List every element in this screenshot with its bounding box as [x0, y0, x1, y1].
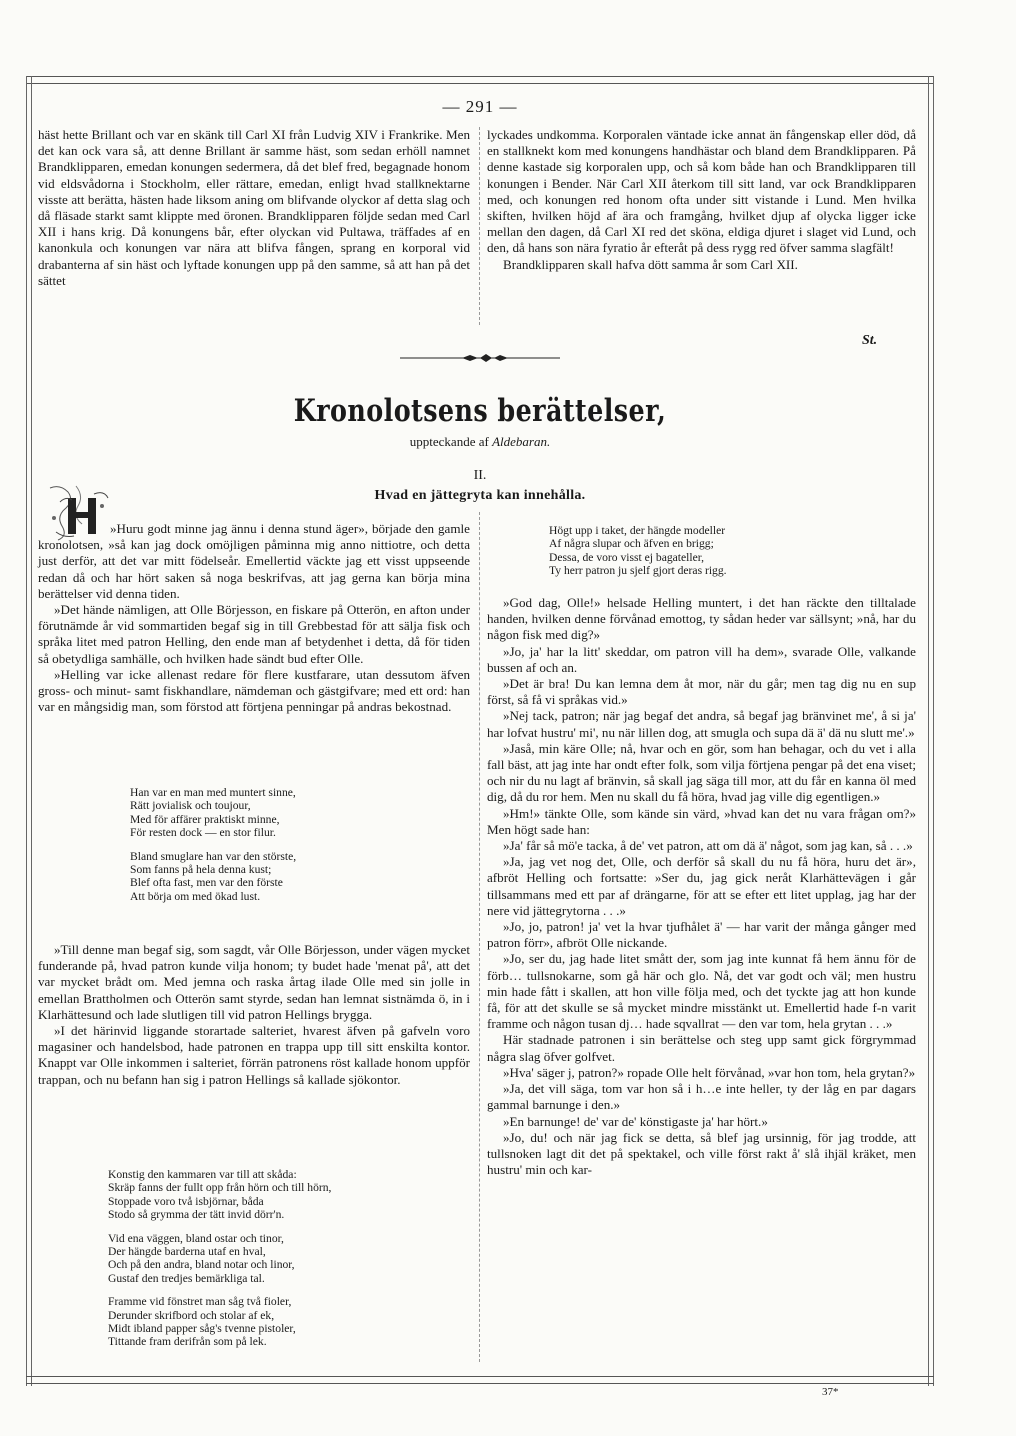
poem-line: Derunder skrifbord och stolar af ek,: [108, 1308, 275, 1322]
left-paragraph-4: »Till denne man begaf sig, som sagdt, vår Olle Börjesson, under vägen mycket funderande på, hvad patron kunde vilja honom; ty budet hade 'menat på', att det var mycket brådt om. Med jemna och raska årtag ilade Olle med sin jolle in emellan Brattholmen och Otterön samt styrde, sedan han lemnat sistnämda ö, in i Klarhättesund och lade slutligen till vid patron Hellings brygga.: [38, 942, 470, 1022]
top-right-column: [487, 127, 916, 273]
poem-line: Ty herr patron ju sjelf gjort deras rigg.: [549, 564, 727, 578]
right-paragraph: »Ja, det vill säga, tom var hon så i h…e inte heller, ty der låg en par dagars gammal barnunge i den.»: [487, 1081, 916, 1113]
article-title: Kronolotsens berättelser,: [293, 393, 667, 429]
poem-line: Af några slupar och äfven en brigg;: [549, 537, 714, 551]
poem-stanza-right: [549, 524, 727, 578]
poem-line: Konstig den kammaren var till att skåda:: [108, 1168, 297, 1181]
right-paragraph: »Ja, jag vet nog det, Olle, och derför så skall du nu få höra, huru det är», afbröt Helling och fortsatte: »Ser du, jag gick neråt Klarhättevägen i går tillsammans med ett par af drängarne, för att se efter ett litet upplag, jag har der nere vid jättegrytorna . . .»: [487, 854, 916, 918]
article-left-column-continued: [38, 942, 470, 1088]
right-paragraph: »Jo, ja' har la litt' skeddar, om patron vill ha dem», svarade Olle, valkande bussen af och an.: [487, 643, 916, 675]
right-paragraph: Här stadnade patronen i sin berättelse och steg upp samt gick förgrymmad några slag öfver golfvet.: [487, 1032, 916, 1064]
poem-stanza-1: [130, 786, 296, 903]
right-paragraph: »Ja' får så mö'e tacka, å de' vet patron, att om dä ä' något, som jag kan, så . . .»: [503, 838, 913, 854]
poem-line: Bland smuglare han var den störste,: [130, 849, 297, 863]
right-paragraph: »Nej tack, patron; när jag begaf det andra, så begaf jag bränvinet me', å si ja' har lofvat hustru' mi', nu när lillen dog, att smugla och supa dä ä' dä nu slutt me'.»: [487, 708, 916, 740]
chapter-numeral: II.: [473, 468, 487, 483]
poem-line: Högt upp i taket, der hängde modeller: [549, 524, 726, 537]
page-frame-left: [26, 76, 32, 1386]
article-right-column: [487, 595, 916, 1178]
right-paragraph: »Det är bra! Du kan lemna dem åt mor, när du går; men tag dig nu en sup först, så få vi språkas vid.»: [487, 676, 916, 708]
poem-line: Att börja om med ökad lust.: [130, 889, 261, 903]
chapter-subtitle: Hvad en jättegryta kan innehålla.: [374, 488, 586, 503]
top-left-paragraph: häst hette Brillant och var en skänk till Carl XI från Ludvig XIV i Frankrike. Men det kan ock vara så, att denne Brillant är samme häst, som sedan erhöll namnet Brandklipparen, emedan konungen sedermera, då det blef fred, begagnade honom vid eldsvådorna i Stockholm, eller rättare, emedan, enligt hvad stallknektarne visste att berätta, hästen hade liksom aning om blifvande olyckor af detta slag och då fläsade starkt samt klippte med öronen. Brandklipparen följde sedan med Carl XII i hans krig. Då konungens bår, efter olyckan vid Pultawa, träffades af en kanonkula och konungen var nära att blifva fången, sprang en korporal vid drabanterna af sin häst och lyftade konungen upp på den samme, så att han på det sättet: [38, 127, 470, 288]
right-paragraph: »God dag, Olle!» helsade Helling muntert, i det han räckte den tilltalade handen, hvilken denne förvånad emottog, ty sådan heder var sällsynt; »nå, har du någon fisk med dig?»: [487, 595, 916, 643]
left-paragraph-3: »Helling var icke allenast redare för flere kustfarare, utan dessutom äfven gross- och minut- samt fiskhandlare, nämdeman och gästgifvare; med ett ord: han var en mångsidig man, som förstod att förtjena penningar på andras bekostnad.: [38, 666, 470, 715]
left-paragraph-5: »I det härinvid liggande storartade salteriet, hvarest äfven på gafveln voro magasiner och handelsbod, hade patronen en trappa upp till sitt enskilta kontor. Knappt var Olle inkommen i salteriet, förrän patronens röst kallade honom uppför trappan, och nu befann han sig i patron Hellings så kallade sjökontor.: [38, 1023, 470, 1087]
column-divider-top: [479, 127, 480, 325]
article-left-column: [38, 521, 470, 715]
right-paragraph: »Jo, ser du, jag hade litet smått der, som jag inte kunnat få hem ännu för de förb… tullsnokarne, som gå här och glo. Nå, det var godt och väl; men hustru min hade fått i skallen, att hon ville följa med, och det tyckte jag att hon kunde få, för att det skulle se så mycket mindre misstänkt ut. Emellertid hade f-n varit framme och någon tusan dj… hade sqvallrat — den var tom, hela grytan . . .»: [487, 951, 916, 1032]
poem-line: För resten dock — en stor filur.: [130, 826, 276, 840]
ornament-divider: [400, 354, 560, 362]
poem-line: Vid ena väggen, bland ostar och tinor,: [108, 1231, 284, 1245]
poem-line: Rätt jovialisk och toujour,: [130, 799, 251, 813]
signature: St.: [862, 333, 878, 348]
poem-line: Tittande fram derifrån som på lek.: [108, 1335, 267, 1349]
right-paragraph: »Jo, du! och när jag fick se detta, så blef jag ursinnig, för jag trodde, att tullsnoken lagt dit det på spektakel, och ville först rakt å' slå ihjäl kräket, men hustru' min och kar-: [487, 1129, 916, 1178]
poem-line: Gustaf den tredjes bemärkliga tal.: [108, 1271, 265, 1285]
signature-mark: 37*: [822, 1386, 839, 1398]
poem-line: Blef ofta fast, men var den förste: [130, 876, 283, 890]
poem-line: Framme vid fönstret man såg två fioler,: [108, 1295, 292, 1309]
right-paragraph: »Jaså, min käre Olle; nå, hvar och en gör, som han behagar, och du vet i alla fall bäst, att jag inte har ondt efter folk, som vilja förtjena pengar på det ena viset; och nir du nu lagt af bränvin, så skall jag säga till mor, att du får en kanna öl med dig, då du ror hem. Men nu skall du få höra, hvad jag ville dig egentligen.»: [487, 740, 916, 805]
byline-author: Aldebaran.: [492, 434, 551, 449]
left-paragraph-2: »Det hände nämligen, att Olle Börjesson, en fiskare på Otterön, en afton under förutnämde år vid sommartiden begaf sig in till Grebbestad för att sälja fisk och språka litet med patron Helling, den ende man af betydenhet i detta, då för tiden så obetydliga samhälle, och hvilken hade sändt bud efter Olle.: [38, 602, 470, 666]
top-right-paragraph-1: lyckades undkomma. Korporalen väntade icke annat än fångenskap eller död, då en stallknekt kom med konungens handhästar och bland dem Brandklipparen. På denne kastade sig korporalen upp, och så kom både han och Brandklipparen till konungen i Bender. När Carl XII återkom till sitt land, var ock Brandklipparen med, och konungen red honom ofta under sitt vistande i Lund. Men hvilka skiften, hvilken höjd af ära och framgång, hvilket djup af olycka ligger icke mellan den dagen, då Carl XI red det sköna, eldiga djuret i slaget vid Lund, och den, då hans son nära fyratio år efteråt på dess rygg red öfver samma slagfält!: [487, 127, 916, 256]
page-number: — 291 —: [442, 97, 518, 116]
article-byline: [0, 434, 960, 450]
right-paragraph: »Jo, jo, patron! ja' vet la hvar tjufhålet ä' — har varit der många gånger med patron förr», afbröt Olle nickande.: [487, 919, 916, 951]
poem-line: Med för affärer praktiskt minne,: [130, 812, 280, 826]
poem-line: Stodo så grymma der tätt invid dörr'n.: [108, 1208, 285, 1222]
right-paragraph: »Hm!» tänkte Olle, som kände sin värd, »hvad kan det nu vara frågan om?» Men högt sade han:: [487, 805, 916, 837]
top-left-column: [38, 127, 470, 289]
poem-line: Som fanns på hela denna kust;: [130, 863, 272, 877]
page-frame-top: [26, 76, 934, 84]
left-paragraph-1: »Huru godt minne jag ännu i denna stund äger», började den gamle kronolotsen, »så kan jag dock omöjligen påminna mig anno nittiotre, och detta just derför, att det var mitt födelseår. Emellertid väckte jag ett visst uppseende redan då och har hört saken så noga beskrifvas, att jag gerna kan börja mina berättelser vid denna tiden.: [38, 521, 470, 601]
poem-line: Midt ibland papper såg's tvenne pistoler,: [108, 1322, 296, 1336]
top-right-paragraph-2: Brandklipparen skall hafva dött samma år som Carl XII.: [503, 256, 798, 272]
poem-stanza-2: [108, 1168, 331, 1349]
poem-line: Skräp fanns der fullt opp från hörn och till hörn,: [108, 1181, 332, 1195]
page-frame-bottom: [26, 1376, 934, 1384]
byline-prefix: uppteckande af: [409, 434, 489, 449]
poem-line: Dessa, de voro visst ej bagateller,: [549, 550, 705, 564]
poem-line: Han var en man med muntert sinne,: [130, 786, 296, 799]
poem-line: Stoppade voro två isbjörnar, båda: [108, 1194, 264, 1208]
poem-line: Och på den andra, bland notar och linor,: [108, 1258, 295, 1272]
poem-line: Der hängde barderna utaf en hval,: [108, 1245, 266, 1259]
right-paragraph: »En barnunge! de' var de' könstigaste ja' har hört.»: [503, 1113, 768, 1129]
column-divider-bottom: [479, 512, 480, 1362]
page-frame-right: [928, 76, 934, 1386]
right-paragraph: »Hva' säger j, patron?» ropade Olle helt förvånad, »var hon tom, hela grytan?»: [503, 1064, 916, 1080]
